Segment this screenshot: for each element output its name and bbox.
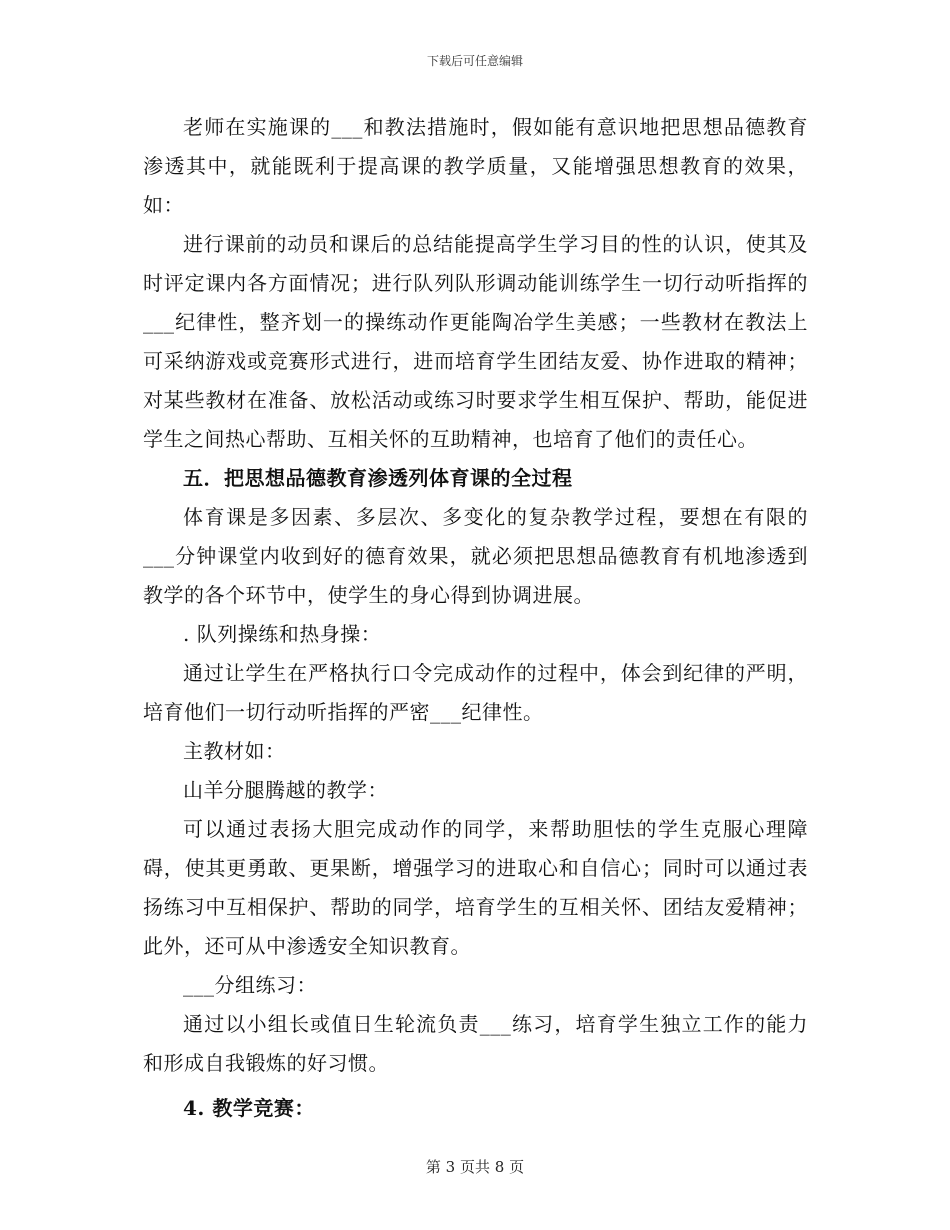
section-heading-competition: 4. 教学竞赛： (183, 1096, 315, 1120)
paragraph-discipline: 通过让学生在严格执行口令完成动作的过程中，体会到纪律的严明，培育他们一切行动听指挥的严密___纪律性。 (143, 661, 808, 724)
document-body (143, 108, 808, 1128)
paragraph-teaching-measures: 老师在实施课的___和教法措施时，假如能有意识地把思想品德教育渗透其中，就能既利于提高课的教学质量，又能增强思想教育的效果，如： (143, 115, 808, 217)
page-footer: 第 3 页共 8 页 (425, 1158, 525, 1176)
paragraph-group-leader: 通过以小组长或值日生轮流负责___练习，培育学生独立工作的能力和形成自我锻炼的好习惯。 (143, 1012, 808, 1075)
subheading-main-material: 主教材如： (183, 739, 286, 763)
paragraph-praise: 可以通过表扬大胆完成动作的同学，来帮助胆怯的学生克服心理障碍，使其更勇敢、更果断，增强学习的进取心和自信心；同时可以通过表扬练习中互相保护、帮助的同学，培育学生的互相关怀、团结友爱精神；此外，还可从中渗透安全知识教育。 (143, 817, 808, 958)
subheading-group-practice: ___分组练习： (183, 973, 317, 997)
page-header: 下载后可任意编辑 (426, 54, 523, 68)
paragraph-pe-process: 体育课是多因素、多层次、多变化的复杂教学过程，要想在有限的___分钟课堂内收到好的德育效果，就必须把思想品德教育有机地渗透到教学的各个环节中，使学生的身心得到协调进展。 (143, 505, 808, 607)
subheading-vault: 山羊分腿腾越的教学： (183, 778, 388, 802)
paragraph-class-activities: 进行课前的动员和课后的总结能提高学生学习目的性的认识，使其及时评定课内各方面情况；进行队列队形调动能训练学生一切行动听指挥的___纪律性，整齐划一的操练动作更能陶冶学生美感；一些教材在教法上可采纳游戏或竞赛形式进行，进而培育学生团结友爱、协作进取的精神；对某些教材在准备、放松活动或练习时要求学生相互保护、帮助，能促进学生之间热心帮助、互相关怀的互助精神，也培育了他们的责任心。 (143, 232, 808, 451)
subheading-drills: . 队列操练和热身操： (183, 622, 382, 646)
section-heading-five: 五．把思想品德教育渗透列体育课的全过程 (183, 466, 573, 490)
